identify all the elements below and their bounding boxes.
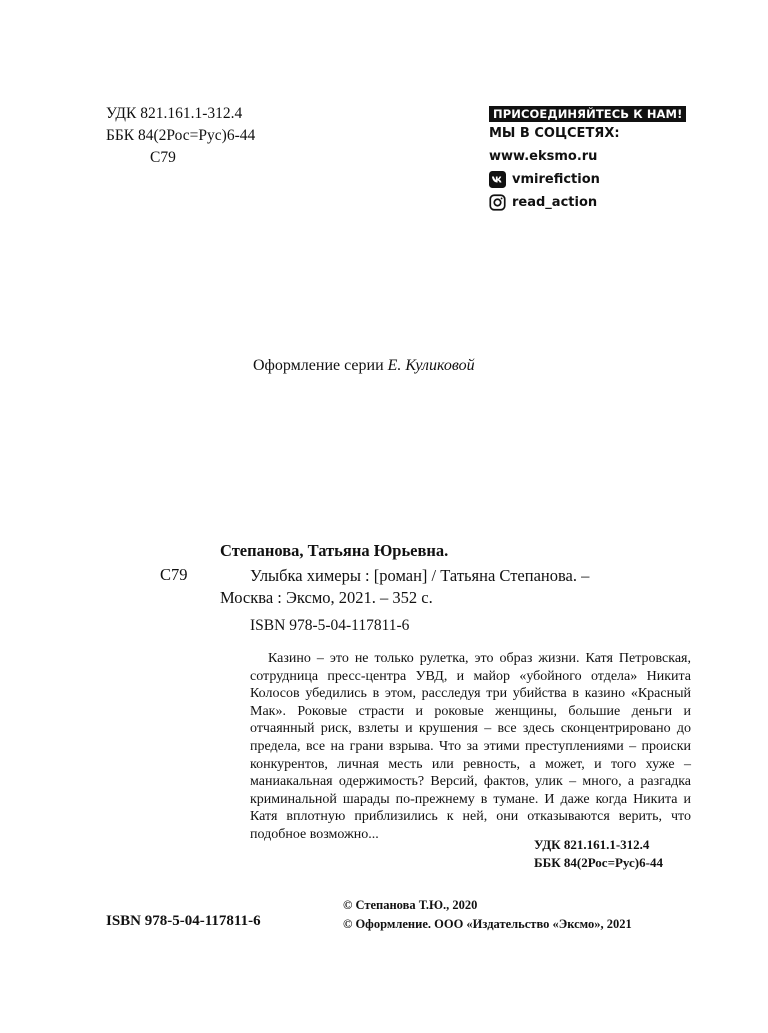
vk-link[interactable] bbox=[489, 168, 686, 191]
entry-publication-line: Москва : Эксмо, 2021. – 352 с. bbox=[220, 588, 433, 607]
annotation-text: Казино – это не только рулетка, это образ жизни. Катя Петровская, сотрудница пресс-центра УВД, и майор «убойного отдела» Никита Колосов убедились в этом, расследуя три убийства в казино «Красный Мак». Роковые страсти и роковые женщины, большие деньги и отчаянный риск, взлеты и крушения – все здесь сконцентрировано до предела, все на грани взрыва. Что за этими преступлениями – происки конкурентов, личная месть или ревность, а может, и того хуже – маниакальная одержимость? Версий, фактов, улик – много, а разгадка криминальной шарады по-прежнему в тумане. И даже когда Никита и Катя вплотную приблизились к ней, они отказываются верить, что подобное возможно... bbox=[250, 651, 691, 842]
copyright-author: © Степанова Т.Ю., 2020 bbox=[343, 898, 478, 912]
entry-isbn: ISBN 978-5-04-117811-6 bbox=[250, 617, 410, 634]
entry-author: Степанова, Татьяна Юрьевна. bbox=[220, 541, 449, 560]
copyright-block bbox=[343, 896, 632, 934]
credit-prefix: Оформление серии bbox=[253, 357, 384, 374]
entry-title-line: Улыбка химеры : [роман] / Татьяна Степанова. – bbox=[250, 566, 590, 585]
entry-title-block bbox=[220, 565, 690, 609]
annotation-bbk: ББК 84(2Рос=Рус)6-44 bbox=[534, 855, 663, 870]
website-link[interactable]: www.eksmo.ru bbox=[489, 149, 598, 164]
social-block bbox=[489, 103, 686, 214]
series-design-credit bbox=[253, 357, 475, 375]
vk-icon bbox=[489, 171, 506, 188]
social-subtitle: МЫ В СОЦСЕТЯХ: bbox=[489, 126, 620, 141]
annotation-codes bbox=[534, 836, 663, 872]
bbk-code: ББК 84(2Рос=Рус)6-44 bbox=[106, 127, 256, 144]
entry-classmark: С79 bbox=[160, 565, 188, 584]
join-banner: ПРИСОЕДИНЯЙТЕСЬ К НАМ! bbox=[489, 106, 686, 122]
vk-handle: vmirefiction bbox=[512, 172, 600, 187]
footer-isbn: ISBN 978-5-04-117811-6 bbox=[106, 913, 261, 929]
classification-codes bbox=[106, 103, 255, 169]
annotation-udk: УДК 821.161.1-312.4 bbox=[534, 837, 650, 852]
instagram-icon bbox=[489, 194, 506, 211]
credit-designer: Е. Куликовой bbox=[387, 357, 475, 374]
instagram-handle: read_action bbox=[512, 195, 598, 210]
author-classmark: С79 bbox=[150, 149, 176, 166]
copyright-design: © Оформление. ООО «Издательство «Эксмо», 2021 bbox=[343, 917, 632, 931]
instagram-link[interactable] bbox=[489, 191, 686, 214]
udk-code: УДК 821.161.1-312.4 bbox=[106, 105, 243, 122]
